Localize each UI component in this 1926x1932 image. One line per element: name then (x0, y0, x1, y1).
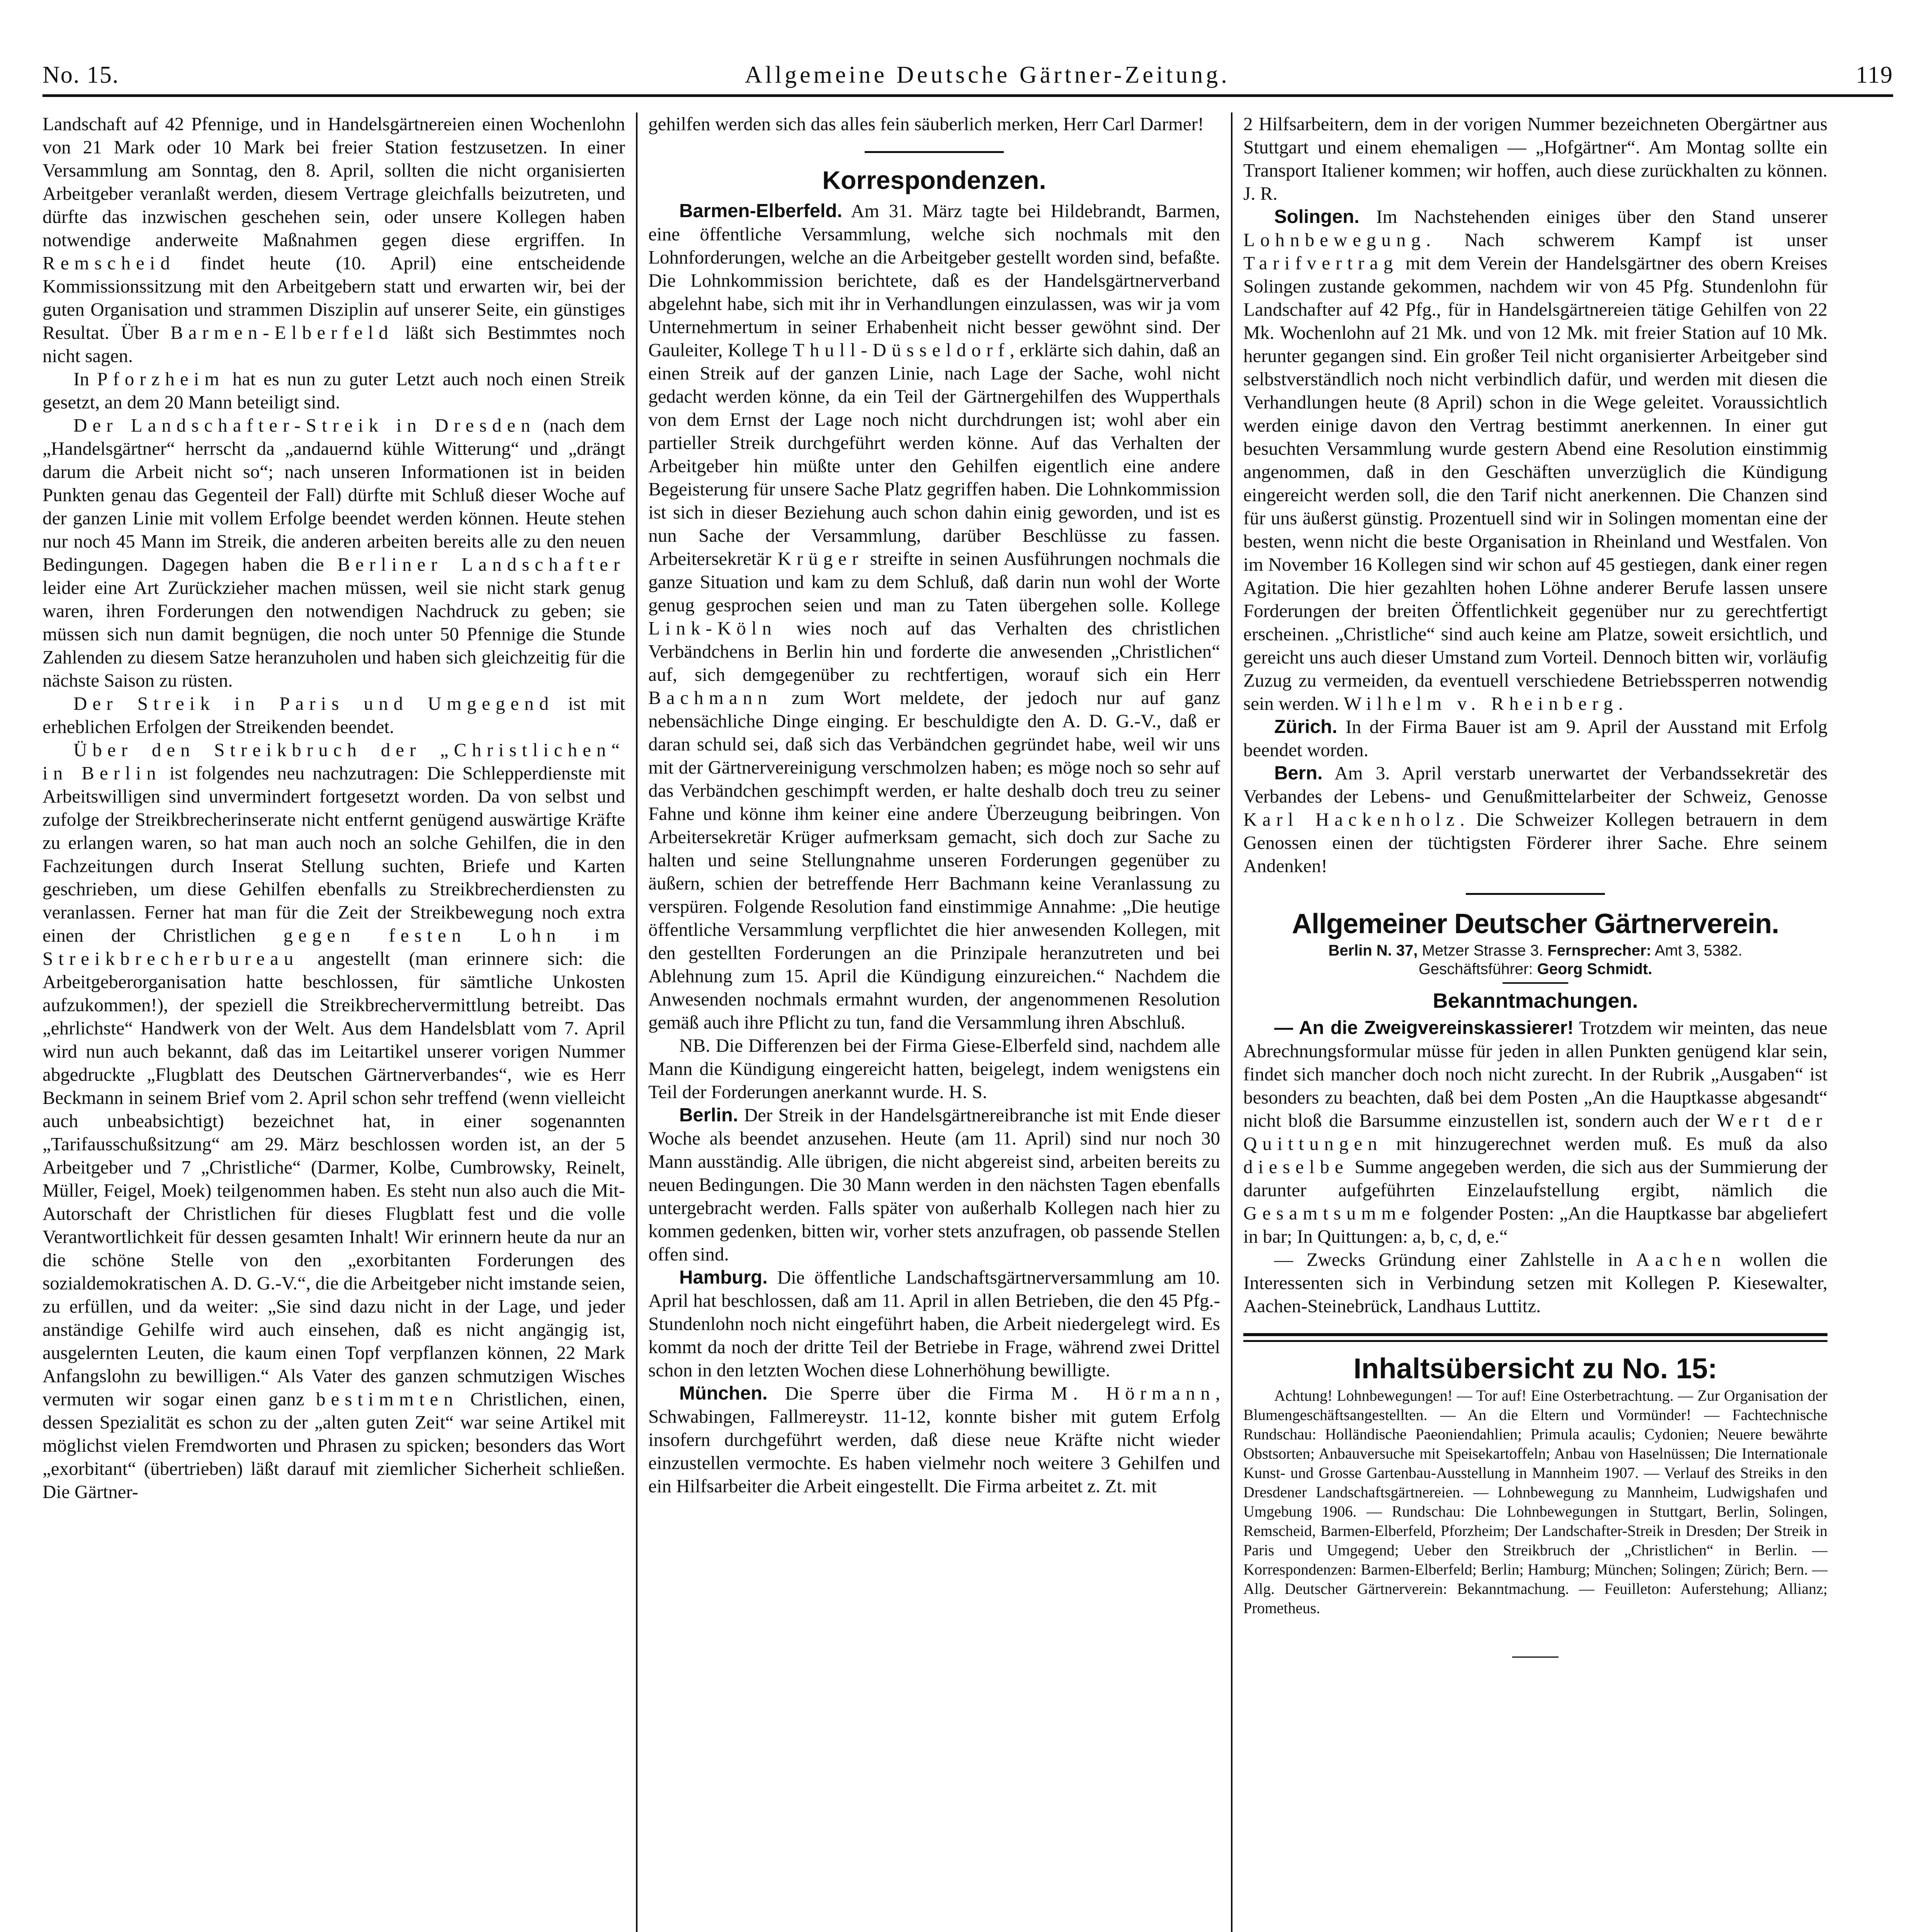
dateline: Solingen. (1274, 206, 1360, 227)
article-hamburg (648, 1266, 1220, 1382)
text: . Die Schweizer Kollegen betrauern in dem Genossen einen der tüchtigsten Förderer ihrer Sache. Ehre seinem Andenken! (1243, 809, 1827, 876)
article-zuerich (1243, 715, 1827, 762)
announcement-head: — An die Zweigvereinskassierer! (1274, 1017, 1574, 1038)
text: . Nach schwerem Kampf ist unser (1426, 229, 1827, 250)
running-header (42, 46, 1893, 89)
column-2 (637, 112, 1232, 1932)
address-street: Metzer Strasse 3. (1422, 942, 1543, 959)
phone-label: Fernsprecher: (1547, 942, 1652, 959)
spaced-name: M. Hörmann (1051, 1383, 1215, 1404)
text: wollen die Interessenten sich in Verbindung setzen mit Kollegen P. Kiesewalter, Aachen-Steinebrück, Landhaus Luttitz. (1243, 1249, 1828, 1316)
dateline: Zürich. (1274, 716, 1338, 737)
text: Am 31. März tagte bei Hildebrandt, Barmen, eine öffentliche Versammlung, welche sich nochmals mit den Lohnforderungen, welche an die Arbeitgeber gestellt worden sind, befaßte. Die Lohnkommission berichtete, daß es der Handelsgärtnerverband abgelehnt habe, sich mit ihr in Verhandlungen einzulassen, was wir ja vom Unternehmertum in seiner Erhabenheit nicht besser gewöhnt sind. Der Gauleiter, Kollege (648, 200, 1221, 361)
spaced-name: Gesamtsumme (1243, 1202, 1416, 1224)
text: Summe angegeben werden, die sich aus der Summierung der darunter aufgeführten Einzelaufstellung ergibt, nämlich die (1243, 1156, 1828, 1201)
text: Trotzdem wir meinten, das neue Abrechnungsformular müsse für jeden in allen Punkten genügend klar sein, findet sich mancher doch noch nicht zurecht. In der Rubrik „Ausgaben“ ist besonders zu beachten, daß bei dem Posten „An die Hauptkasse abgesandt“ nicht bloß die Barsumme einzustellen ist, sondern auch der (1243, 1017, 1827, 1131)
columns (42, 112, 1893, 1932)
divider (865, 151, 1004, 153)
text: , Schwabingen, Fallmereystr. 11-12, konnte bisher mit gutem Erfolg insofern durchgeführt werden, daß diese neue Kräfte nicht wieder einzustellen vermochte. Es haben vielmehr noch weitere 3 Gehilfen und ein Hilfsarbeiter die Arbeit eingestellt. Die Firma arbeitet z. Zt. mit (648, 1383, 1221, 1497)
text: In (73, 368, 89, 389)
newspaper-title: Allgemeine Deutsche Gärtner-Zeitung. (745, 62, 1230, 88)
divider (1503, 982, 1568, 984)
page-number: 119 (1856, 62, 1893, 88)
spaced-name: Aachen (1636, 1249, 1726, 1270)
double-divider (1243, 1333, 1827, 1342)
spaced-name: Remscheid (42, 252, 175, 274)
text: folgender Posten: „An die Hauptkasse bar abgeliefert in bar; In Quittungen: a, b, c, d, e.“ (1243, 1202, 1828, 1247)
text: angestellt (man erinnere sich: die Arbeitgeberorganisation hatte beschlossen, für sämtliche Unkosten aufzukommen!), der speziell die Streikbrechervermittlung betreibt. Das „ehrlichste“ Handwerk von der Welt. Aus dem Handelsblatt vom 7. April wird nun auch bekannt, daß das im Leitartikel unserer vorigen Nummer abgedruckte „Flugblatt des Deutschen Gärtnerverbandes“, wie es Herr Beckmann in seinem Brief vom 2. April schon sehr treffend (wenn vielleicht auch unbeabsichtigt) bezeichnet hat, in einer sogenannten „Tarifausschußsitzung“ am 29. März beschlossen worden ist, an der 5 Arbeitgeber und 7 „Christliche“ (Darmer, Kolbe, Cumbrowsky, Reinelt, Müller, Feigel, Moek) teilgenommen haben. Es steht nun also auch die Mit-Autorschaft der Christlichen für dieses Flugblatt fest und die volle Verantwortlichkeit für dessen gesamten Inhalt! Wir erinnern heute da nur an die schöne Stelle von den „exorbitanten Forderungen des sozialdemokratischen A. D. G.-V.“, die die Arbeitgeber nicht imstande seien, zu erfüllen, und da weiter: „Sie sind dazu nicht in der Lage, und jeder anständige Gehilfe wird auch einsehen, daß es nicht angängig ist, ausgelernten Leuten, die kaum einen Topf verpflanzen können, 22 Mark Anfangslohn zu bewilligen.“ Als Vater des ganzen schmutzigen Wisches vermuten wir sogar einen ganz (42, 948, 626, 1410)
spaced-name: gegen festen Lohn im Streikbrecherbureau (42, 925, 626, 969)
spaced-name: Über den Streikbruch der „Christlichen“ in Berlin (42, 739, 625, 784)
spaced-name: Lohnbewegung (1243, 229, 1426, 250)
contents-list: Achtung! Lohnbewegungen! — Tor auf! Eine Osterbetrachtung. — Zur Organisation der Blumengeschäftsangestellten. — An die Eltern und Vormünder! — Fachtechnische Rundschau: Holländische Paeoniendahlien; Primula acaulis; Cydonien; Neuere bewährte Obstsorten; Anbauversuche mit Speisekartoffeln; Anbau von Haselnüssen; Die Internationale Kunst- und Grosse Gartenbau-Ausstellung in Mannheim 1907. — Verlauf des Streiks in den Dresdener Landschaftsgärtnereien. — Lohnbewegung zu Mannheim, Ludwigshafen und Umgebung 1906. — Rundschau: Die Lohnbewegungen in Stuttgart, Berlin, Solingen, Remscheid, Barmen-Elberfeld, Pforzheim; Der Landschafter-Streik in Dresden; Der Streik in Paris und Umgegend; Ueber den Streikbruch der „Christlichen“ in Berlin. — Korrespondenzen: Barmen-Elberfeld; Berlin; Hamburg; München; Solingen; Zürich; Bern. — Allg. Deutscher Gärtnerverein: Bekanntmachung. — Feuilleton: Auferstehung; Allianz; Prometheus. (1243, 1387, 1827, 1617)
end-rule (1512, 1656, 1559, 1658)
announcement-aachen (1243, 1248, 1827, 1318)
text: ist mit erheblichen Erfolgen der Streikenden beendet. (42, 693, 626, 737)
spaced-name: Tarifvertrag (1243, 252, 1399, 274)
text: läßt sich Bestimmtes noch nicht sagen. (42, 322, 626, 366)
paragraph: gehilfen werden sich das alles fein säuberlich merken, Herr Carl Darmer! (648, 113, 1204, 134)
text: In der Firma Bauer ist am 9. April der Ausstand mit Erfolg beendet worden. (1243, 716, 1827, 760)
text: streifte in seinen Ausführungen nochmals die ganze Situation und kam zu dem Schluß, daß darin nun wohl der Worte genug gesprochen seien und man zu Taten übergehen solle. Kollege (648, 548, 1220, 616)
column-3 (1232, 112, 1827, 1932)
article-muenchen (648, 1382, 1220, 1498)
dateline: Hamburg. (679, 1267, 768, 1288)
association-address (1243, 941, 1827, 978)
article-barmen-elberfeld (648, 199, 1220, 1034)
article-berlin (648, 1104, 1220, 1266)
paragraph: 2 Hilfsarbeitern, dem in der vorigen Nummer bezeichneten Obergärtner aus Stuttgart und einem ehemaligen — „Hofgärtner“. Am Montag sollte ein Transport Italiener kommen; wir hoffen, auch diese zurückhalten zu können. J. R. (1243, 113, 1827, 204)
newspaper-page (42, 46, 1893, 1932)
issue-number: No. 15. (42, 62, 119, 88)
paragraph (42, 414, 625, 692)
paragraph-nb: NB. Die Differenzen bei der Firma Giese-Elberfeld sind, nachdem alle Mann die Kündigung eingereicht hatten, beigelegt, indem wenigstens ein Teil der Forderungen anerkannt wurde. H. S. (648, 1035, 1220, 1102)
text: ist folgendes neu nachzutragen: Die Schlepperdienste mit Arbeitswilligen sind unvermindert fortgesetzt worden. Da von selbst und zufolge der Streikbrecherinserate nicht entfernt genügend auswärtige Kräfte zu erlangen waren, so hat man auch noch an solche Gehilfen, die in den Fachzeitungen durch Inserat Stellung suchten, Briefe und Karten geschrieben, um diese Gehilfen ebenfalls zu Streikbrecherdiensten zu veranlassen. Ferner hat man für die Zeit der Streikbewegung noch extra einen der Christlichen (42, 762, 625, 946)
spaced-name: Thull-Düsseldorf (792, 339, 1010, 361)
text: leider eine Art Zurückzieher machen müssen, weil sie nicht stark genug waren, ihren Forderungen den notwendigen Nachdruck zu geben; sie müssen sich nun damit begnügen, die noch unter 50 Pfennige die Stunde Zahlenden zu diesem Satze heranzuholen und haben sich gleichzeitig für die nächste Saison zu rüsten. (42, 577, 625, 691)
text: , erklärte sich dahin, daß an einen Streik auf der ganzen Linie, nach Lage der Sache, wohl nicht gedacht werden könne, da ein Teil der Gärtnergehilfen des Wupperthals von dem Ernst der Lage noch nicht durchdrungen ist; wohl aber ein partieller Streik durchgeführt werden könne. Auf das Verhalten der Arbeitgeber hin müßte unter den Gehilfen eigentlich eine andere Begeisterung für unsere Sache Platz gegriffen haben. Die Lohnkommission ist sich in dieser Beziehung auch schon dahin einig geworden, und ist es nun Sache der Versammlung, darüber Beschlüsse zu fassen. Arbeitersekretär (648, 339, 1221, 569)
phone-number: Amt 3, 5382. (1654, 942, 1742, 959)
spaced-name: Berliner Landschafter (337, 554, 625, 575)
spaced-name: Karl Hackenholz (1243, 809, 1460, 830)
dateline: Bern. (1274, 763, 1323, 784)
text: — Zwecks Gründung einer Zahlstelle in (1274, 1249, 1623, 1270)
paragraph (42, 692, 625, 738)
paragraph (42, 738, 625, 1503)
manager-name: Georg Schmidt. (1537, 961, 1652, 978)
spaced-name: Barmen-Elberfeld (170, 322, 394, 343)
text: Die Sperre über die Firma (785, 1383, 1034, 1404)
text: Am 3. April verstarb unerwartet der Verbandssekretär des Verbandes der Lebens- und Genußmittelarbeiter der Schweiz, Genosse (1243, 762, 1827, 807)
section-title-korrespondenzen: Korrespondenzen. (822, 166, 1046, 194)
text: hat es nun zu guter Letzt auch noch einen Streik gesetzt, an dem 20 Mann beteiligt sind. (42, 368, 626, 413)
paragraph (42, 367, 625, 414)
article-bern (1243, 762, 1827, 878)
divider (1466, 893, 1605, 895)
spaced-name: Krüger (777, 548, 864, 569)
column-1 (42, 112, 637, 1932)
manager-label: Geschäftsführer: (1418, 961, 1533, 978)
text: mit hinzugerechnet werden muß. Es muß da also (1396, 1133, 1828, 1154)
text: Christlichen, einen, dessen Spezialität es schon zu der „alten guten Zeit“ war seine Artikel mit möglichst vielen Fremdworten und Phrasen zu spicken; besonders das Wort „exorbitant“ (übertrieben) läßt darauf mit ziemlicher Sicherheit schließen. Die Gärtner- (42, 1388, 626, 1502)
header-rule (42, 94, 1893, 97)
spaced-name: Pforzheim (97, 368, 225, 389)
spaced-name: Der Streik in Paris und Umgegend (73, 693, 554, 714)
spaced-name: bestimmten (316, 1388, 459, 1410)
dateline: München. (679, 1383, 768, 1404)
text: Im Nachstehenden einiges über den Stand unserer (1376, 206, 1827, 227)
text: mit dem Verein der Handelsgärtner des obern Kreises Solingen zustande gekommen, nachdem wir von 45 Pfg. Stundenlohn für Landschafter auf 42 Pfg., für in Handelsgärtnereien tätige Gehilfen von 22 Mk. Wochenlohn auf 21 Mk. und von 12 Mk. mit freier Station auf 10 Mk. herunter gegangen sind. Ein großer Teil nicht organisierter Arbeitgeber sind selbstverständlich noch nicht verbindlich dafür, und werden mit diesen die Verhandlungen heute (8 April) schon in die Wege geleitet. Voraussichtlich werden einige davon den Vertrag bestimmt anerkennen. In einer gut besuchten Versammlung wurde gestern Abend eine Resolution einstimmig angenommen, daß in den Geschäften unverzüglich die Kündigung eingereicht werden soll, die den Tarif nicht anerkennen. Die Chanzen sind für uns äußerst günstig. Prozentuell sind wir in Solingen momentan eine der besten, wenn nicht die beste Organisation in Rheinland und Westfalen. Von im November 16 Kollegen sind wir schon auf 45 gestiegen, dank einer regen Agitation. Die hier gezahlten hohen Löhne anderer Berufe lassen unsere Forderungen der breiten Öffentlichkeit gegenüber nur zu gerechtfertigt erscheinen. „Christliche“ sind auch keine am Platze, soweit ersichtlich, und gereicht uns auch dieser Umstand zum Vorteil. Dennoch bitten wir, vorläufig Zuzug zu vermeiden, da eventuell verschiedene Betriebssperren notwendig sein werden. (1243, 252, 1828, 714)
paragraph (42, 112, 625, 367)
announcement-kassierer (1243, 1016, 1827, 1248)
text: Die öffentliche Landschaftsgärtnerversammlung am 10. April hat beschlossen, daß am 11. April in allen Betrieben, die den 45 Pfg.-Stundenlohn noch nicht eingeführt haben, die Arbeit niedergelegt wird. Es kommt da noch der dritte Teil der Betriebe in Frage, während zwei Drittel schon in den letzten Wochen diese Lohnerhöhung bewilligte. (648, 1267, 1221, 1381)
spaced-name: Bachmann (648, 687, 773, 708)
text: (nach dem „Handelsgärtner“ herrscht da „andauernd kühle Witterung“ und „drängt darum die Arbeit nicht so“; nach unseren Informationen ist in beiden Punkten genau das Gegenteil der Fall) dürfte mit Schluß dieser Woche auf der ganzen Linie mit vollem Erfolge beendet werden können. Heute stehen nur noch 45 Mann im Streik, die anderen arbeiten bereits alle zu den neuen Bedingungen. Dagegen haben die (42, 415, 625, 575)
text: zum Wort meldete, der jedoch nur auf ganz nebensächliche Dinge einging. Er beschuldigte den A. D. G.-V., daß er daran schuld sei, daß sich das Verbändchen gegründet habe, weil wir uns mit der Gärtnervereinigung verschmolzen haben; es möge noch so sehr auf das Verbändchen geschimpft werden, er halte deshalb doch treu zu seiner Fahne und könne ihm keiner eine andere Überzeugung beibringen. Von Arbeitersekretär Krüger aufmerksam gemacht, sich doch zur Sache zu halten und seine Stellungnahme unseren Forderungen gegenüber zu äußern, schien der betreffende Herr Bachmann keine Veranlassung zu verspüren. Folgende Resolution fand einstimmige Annahme: „Die heutige öffentliche Versammlung verpflichtet die hier anwesenden Kollegen, mit den gestellten Forderungen an die Prinzipale heranzutreten und bei Ablehnung zum 15. April die Kündigung einzureichen.“ Nachdem die Anwesenden nochmals ermahnt wurden, der angenommenen Resolution gemäß auch ihre Pflicht zu tun, fand die Versammlung ihren Abschluß. (648, 687, 1220, 1033)
text: Landschaft auf 42 Pfennige, und in Handelsgärtnereien einen Wochenlohn von 21 Mark oder 10 Mark bei freier Station festzusetzen. In einer Versammlung am Sonntag, den 8. April, sollten die nicht organisierten Arbeitgeber veranlaßt werden, diesem Vertrage gleichfalls beizutreten, und dürfte das inzwischen geschehen sein, oder unsere Kollegen haben notwendige anderweite Maßnahmen gegen diese ergriffen. In (42, 113, 625, 250)
association-title: Allgemeiner Deutscher Gärtnerverein. (1292, 908, 1779, 939)
spaced-name: Wert der Quittungen (1243, 1110, 1827, 1154)
text: wies noch auf das Verhalten des christlichen Verbändchens in Berlin hin und forderte die anwesenden „Christlichen“ auf, sich demgegenüber zu rechtfertigen, worauf sich ein Herr (648, 617, 1221, 685)
dateline: Berlin. (679, 1105, 738, 1126)
dateline: Barmen-Elberfeld. (679, 201, 843, 221)
contents-title: Inhaltsübersicht zu No. 15: (1353, 1352, 1717, 1384)
text: Der Streik in der Handelsgärtnereibranche ist mit Ende dieser Woche als beendet anzusehen. Heute (am 11. April) sind nur noch 30 Mann ausständig. Alle übrigen, die nicht abgereist sind, arbeiten bereits zu neuen Bedingungen. Die 30 Mann werden in den nächsten Tagen ebenfalls untergebracht werden. Falls später von außerhalb Kollegen nach hier zu kommen gedenken, bitten wir, vorher stets anzufragen, ob passende Stellen offen sind. (648, 1104, 1221, 1265)
address-city: Berlin N. 37, (1328, 942, 1418, 959)
spaced-name: Link-Köln (648, 617, 777, 639)
announcements-title: Bekanntmachungen. (1433, 989, 1638, 1012)
text: findet heute (10. April) eine entscheidende Kommissionssitzung mit den Arbeitgebern statt und erwarten wir, bei der guten Organisation und strammen Disziplin auf unserer Seite, ein günstiges Resultat. Über (42, 252, 625, 343)
signature: Wilhelm v. Rheinberg. (1343, 693, 1629, 714)
spaced-name: Der Landschafter-Streik in Dresden (73, 415, 536, 436)
article-solingen (1243, 205, 1827, 715)
spaced-name: dieselbe (1243, 1156, 1349, 1177)
